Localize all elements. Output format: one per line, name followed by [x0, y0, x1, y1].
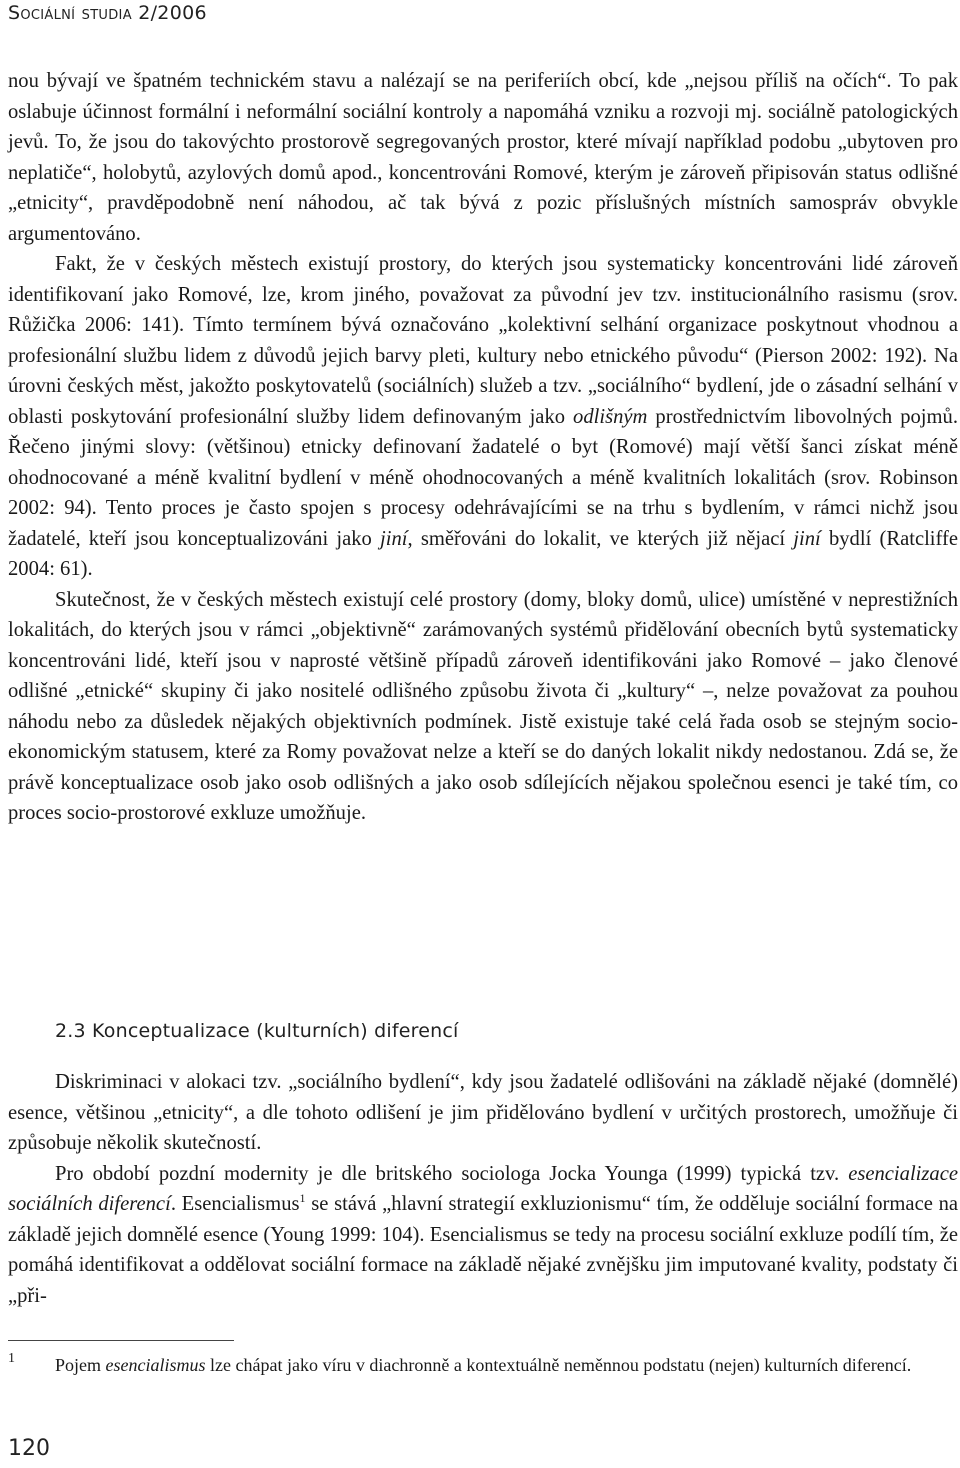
footnote [8, 1351, 958, 1379]
paragraph-continued [8, 66, 958, 249]
paragraph-text: se stává „hlavní strategií exkluzionismu“ tím, že odděluje sociální formace na základě jejich domnělé esence (Young 1999: 104). Esencialismus se tedy na procesu sociální exkluze podílí tím, že pomáhá identifikovat a oddělovat sociální formace na základě nějaké zvnějšku jim imputované kvality, podstaty či „při- [8, 1193, 959, 1307]
running-header: Sociální studia 2/2006 [8, 2, 207, 24]
paragraph-text: nou bývají ve špatném technickém stavu a nalézají se na periferiích obcí, kde „nejsou příliš na očích“. To pak oslabuje účinnost formální i neformální sociální kontroly a napomáhá vzniku a rozvoji mj. sociálně patologických jevů. To, že jsou do takovýchto prostorově segregovaných prostor, které mívají například podobu „ubytoven pro neplatiče“, holobytů, azylových domů apod., koncentrováni Romové, kterým je zároveň připisován status odlišné „etnicity“, pravděpodobně není náhodou, ač tak bývá z pozic příslušných místních samospráv obvykle argumentováno. [8, 70, 958, 245]
emphasis-text: jiní [793, 527, 821, 550]
paragraph-text: , směřováni do lokalit, ve kterých již nějací [407, 527, 794, 550]
emphasis-text: jiní [380, 527, 408, 550]
paragraph-spatial-concentration [8, 585, 958, 829]
emphasis-text: esencialismus [105, 1355, 206, 1375]
section-heading: 2.3 Konceptualizace (kulturních) diferencí [55, 1020, 459, 1042]
paragraph-text: prostřednictvím libovolných pojmů. Řečeno jinými slovy: (většinou) etnicky definovaní žadatelé o byt (Romové) mají větší šanci získat méně ohodnocované a méně kvalitní bydlení v méně ohodnocovaných a méně kvalitních lokalitách (srov. Robinson 2002: 94). Tento proces je často spojen s procesy odehrávajícími se na trhu s bydlením, v rámci nichž jsou žadatelé, kteří jsou konceptualizováni jako [8, 405, 958, 550]
footnote-reference[interactable]: 1 [299, 1191, 306, 1206]
footnote-text-part: lze chápat jako víru v diachronně a kontextuálně neměnnou podstatu (nejen) kulturních diferencí. [205, 1355, 912, 1375]
emphasis-text: esencializace sociálních diferencí [8, 1162, 958, 1215]
footnote-mark: 1 [8, 1351, 15, 1366]
emphasis-text: odlišným [573, 405, 648, 428]
paragraph-text: bydlí (Ratcliffe 2004: 61). [8, 527, 959, 580]
paragraph-text: . Esencialismus [170, 1193, 300, 1215]
paragraph-text: Pro období pozdní modernity je dle britského sociologa Jocka Younga (1999) typická tzv. [55, 1162, 849, 1185]
footnote-text-part: Pojem [55, 1355, 106, 1375]
footnote-divider [8, 1340, 234, 1341]
section-text-block [8, 1067, 958, 1311]
paragraph-text: Fakt, že v českých městech existují prostory, do kterých jsou systematicky koncentrováni lidé zároveň identifikovaní jako Romové, lze, krom jiného, považovat za původní jev tzv. institucionálního rasismu (srov. Růžička 2006: 141). Tímto termínem bývá označováno „kolektivní selhání organizace poskytnout vhodnou a profesionální službu lidem z důvodů jejich barvy pleti, kultury nebo etnického původu“ (Pierson 2002: 192). Na úrovni českých měst, jakožto poskytovatelů (sociálních) služeb a tzv. „sociálního“ bydlení, jde o zásadní selhání v oblasti poskytování profesionální služby lidem definovaným jako [8, 253, 958, 428]
paragraph-institutional-racism [8, 249, 958, 585]
paragraph-essentialism [8, 1159, 958, 1312]
footnote-text [55, 1351, 958, 1379]
paragraph-text: Diskriminaci v alokaci tzv. „sociálního bydlení“, kdy jsou žadatelé odlišováni na základě nějaké (domnělé) esence, většinou „etnicity“, a dle tohoto odlišení je jim přidělováno bydlení v určitých prostorech, umožňuje či způsobuje několik skutečností. [8, 1071, 958, 1154]
paragraph-text: Skutečnost, že v českých městech existují celé prostory (domy, bloky domů, ulice) umístěné v neprestižních lokalitách, do kterých jsou v rámci „objektivně“ zarámovaných systémů přidělování obecních bytů systematicky koncentrováni lidé, kteří jsou v naprosté většině případů zároveň identifikováni jako Romové – jako členové odlišné „etnické“ skupiny či jako nositelé odlišného způsobu života či „kultury“ –, nelze považovat za pouhou náhodu nebo za důsledek nějakých objektivních podmínek. Jistě existuje také celá řada osob se stejným socio-ekonomickým statusem, které za Romy považovat nelze a kteří se do daných lokalit nikdy nedostanou. Zdá se, že právě konceptualizace osob jako osob odlišných a jako osob sdílejících nějakou společnou esenci je také tím, co proces socio-prostorové exkluze umožňuje. [8, 588, 958, 824]
page-number: 120 [8, 1436, 50, 1461]
main-text-block [8, 66, 958, 829]
paragraph-discrimination [8, 1067, 958, 1159]
